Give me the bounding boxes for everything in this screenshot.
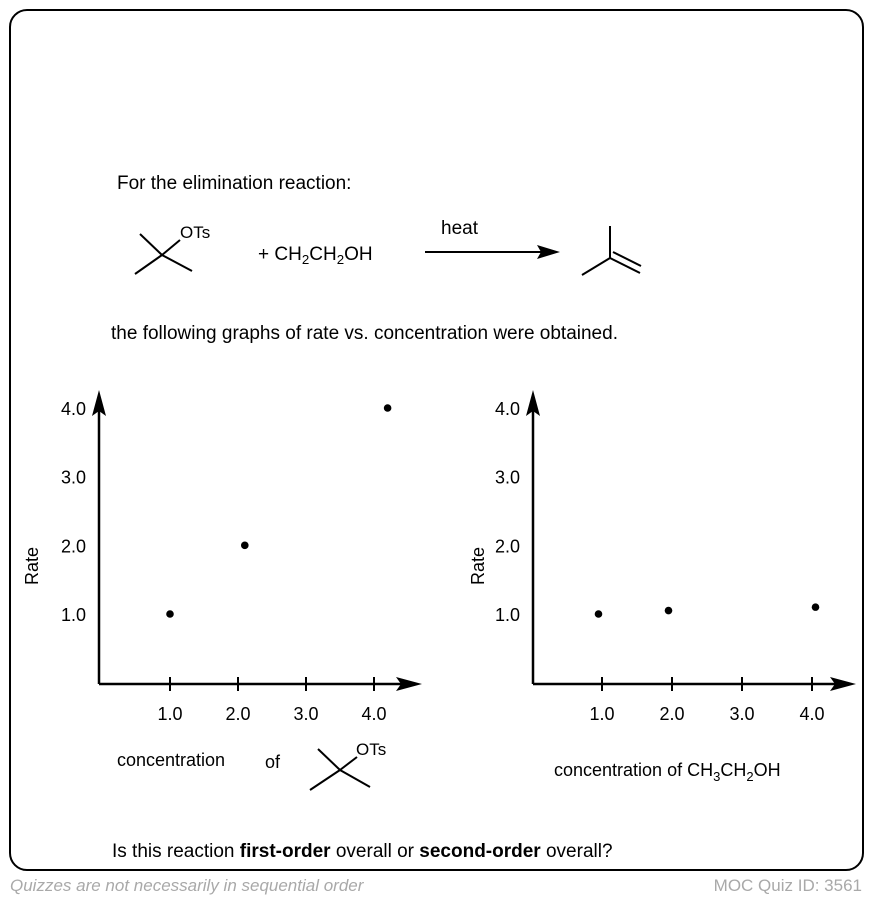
x-tick-label: 3.0 [729, 704, 755, 724]
condition-label: heat [441, 218, 478, 239]
x-tick-label: 4.0 [799, 704, 825, 724]
x-tick-label: 2.0 [659, 704, 685, 724]
y-tick-label: 4.0 [494, 399, 520, 419]
x-tick-label: 1.0 [589, 704, 615, 724]
reagent-label: + $CH_2CH_2OH$ [258, 244, 373, 267]
chart1-xlabel-of: of [265, 752, 281, 772]
chart2-points [595, 603, 820, 617]
chart1-ylabel: Rate [22, 546, 42, 586]
data-point [595, 610, 603, 618]
intro-text: For the elimination reaction: [117, 173, 352, 194]
x-tick-label: 2.0 [225, 704, 251, 724]
followup-text: the following graphs of rate vs. concentration were obtained. [111, 323, 618, 344]
y-tick-label: 4.0 [60, 399, 86, 419]
data-point [812, 603, 820, 611]
y-tick-label: 3.0 [494, 467, 520, 488]
chart2-ylabel: Rate [468, 546, 488, 586]
chart2-xlabel: concentration of $CH_3CH_2OH$ [554, 760, 781, 784]
chart1-xlabel: concentration [117, 750, 226, 770]
y-tick-label: 1.0 [60, 605, 86, 625]
x-tick-label: 4.0 [361, 704, 387, 724]
y-tick-label: 1.0 [494, 605, 520, 625]
x-tick-label: 1.0 [157, 704, 183, 724]
footer-quiz-id: MOC Quiz ID: 3561 [713, 876, 862, 895]
y-tick-label: 2.0 [60, 536, 86, 557]
substrate-group-label: OTs [180, 223, 211, 242]
chart2-axes [526, 390, 856, 691]
chart2-ticks [495, 399, 825, 724]
footer-disclaimer: Quizzes are not necessarily in sequential order [10, 876, 364, 895]
y-tick-label: 3.0 [60, 467, 86, 488]
chart1-xlabel-group: OTs [356, 740, 387, 759]
x-tick-label: 3.0 [293, 704, 319, 724]
question-text: Is this reaction first-order overall or second-order overall? [112, 841, 613, 862]
data-point [665, 607, 673, 615]
y-tick-label: 2.0 [494, 536, 520, 557]
